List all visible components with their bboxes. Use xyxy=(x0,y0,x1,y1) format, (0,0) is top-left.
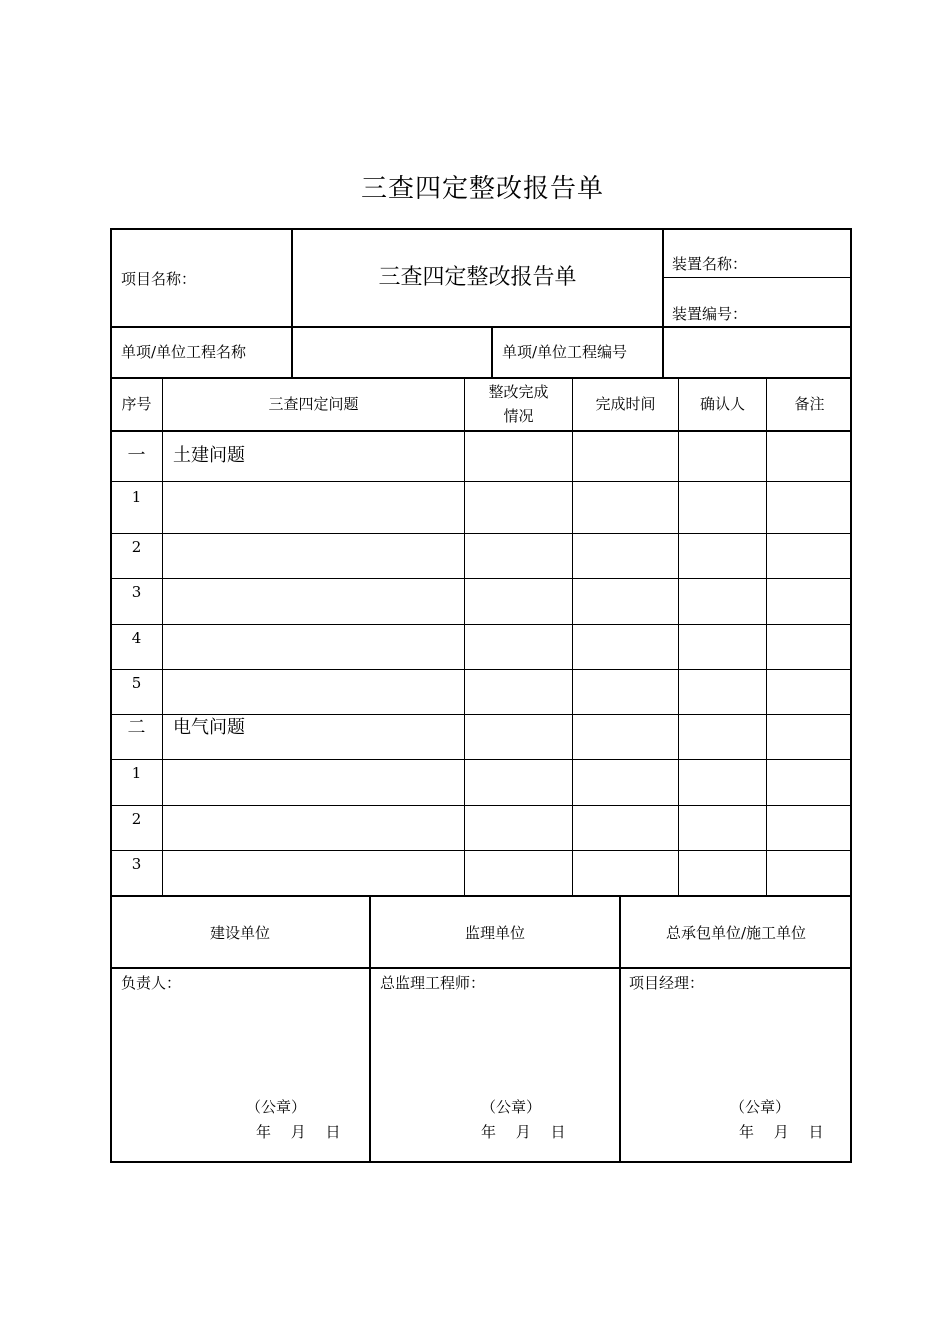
rule-table-bottom xyxy=(110,895,852,897)
col-heading-time: 完成时间 xyxy=(595,395,656,413)
device-no-label: 装置编号： xyxy=(672,305,748,323)
rule-unit-bottom xyxy=(110,377,852,379)
signer-supervisor: 总监理工程师： xyxy=(380,974,486,992)
signoff-heading-supervisor: 监理单位 xyxy=(464,924,525,942)
signoff-heading-contractor: 总承包单位/施工单位 xyxy=(665,924,807,942)
unit-name-label: 单项/单位工程名称 xyxy=(121,343,247,361)
section-title: 电气问题 xyxy=(173,717,245,738)
rule-device-left xyxy=(662,228,664,377)
project-name-value: 三查四定整改报告单 xyxy=(378,265,577,290)
project-name-label: 项目名称： xyxy=(121,270,197,288)
date-owner: 年 月 日 xyxy=(256,1123,341,1141)
rule-row xyxy=(110,714,852,715)
section-no: 二 xyxy=(127,717,146,738)
rule-row xyxy=(110,759,852,760)
rule-col-confirm xyxy=(766,377,767,895)
rule-row xyxy=(110,805,852,806)
row-number: 3 xyxy=(131,583,142,601)
rule-device-split xyxy=(662,277,852,278)
rule-columns-bottom xyxy=(110,430,852,432)
rule-row xyxy=(110,578,852,579)
col-heading-no: 序号 xyxy=(121,395,152,413)
rule-row xyxy=(110,669,852,670)
signer-contractor: 项目经理： xyxy=(629,974,705,992)
seal-supervisor: （公章） xyxy=(481,1098,542,1116)
date-contractor: 年 月 日 xyxy=(739,1123,824,1141)
rule-col-status xyxy=(572,377,573,895)
col-heading-status-line1: 整改完成 xyxy=(488,383,549,401)
row-number: 3 xyxy=(131,855,142,873)
seal-contractor: （公章） xyxy=(730,1098,791,1116)
rule-row xyxy=(110,850,852,851)
section-no: 一 xyxy=(127,445,146,466)
rule-row xyxy=(110,533,852,534)
row-number: 4 xyxy=(131,629,142,647)
rule-project-split xyxy=(291,228,293,377)
rule-unit-mid xyxy=(491,326,493,377)
date-supervisor: 年 月 日 xyxy=(481,1123,566,1141)
row-number: 1 xyxy=(131,488,142,506)
signoff-heading-owner: 建设单位 xyxy=(209,924,270,942)
row-number: 2 xyxy=(131,810,142,828)
seal-owner: （公章） xyxy=(246,1098,307,1116)
rule-col-time xyxy=(678,377,679,895)
col-heading-confirm: 确认人 xyxy=(699,395,745,413)
unit-no-label: 单项/单位工程编号 xyxy=(502,343,628,361)
rule-header-bottom xyxy=(110,326,852,328)
col-heading-issue: 三查四定问题 xyxy=(268,395,359,413)
rule-col-issue xyxy=(464,377,465,895)
signer-owner: 负责人： xyxy=(121,974,182,992)
row-number: 5 xyxy=(131,674,142,692)
col-heading-remarks: 备注 xyxy=(794,395,825,413)
rule-row xyxy=(110,481,852,482)
report-form xyxy=(110,228,852,1163)
device-name-label: 装置名称： xyxy=(672,255,748,273)
col-heading-status-line2: 情况 xyxy=(503,407,534,425)
page-title: 三查四定整改报告单 xyxy=(360,174,604,204)
rule-signoff-heading-bottom xyxy=(110,967,852,969)
row-number: 1 xyxy=(131,764,142,782)
section-title: 土建问题 xyxy=(173,445,245,466)
row-number: 2 xyxy=(131,538,142,556)
rule-row xyxy=(110,624,852,625)
